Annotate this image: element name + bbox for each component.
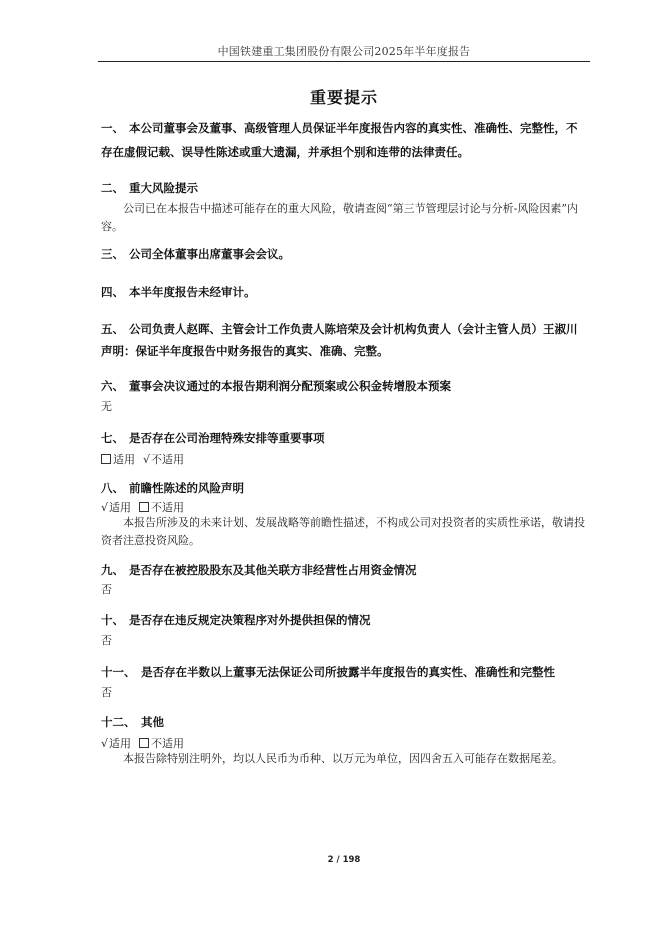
section-7-options (101, 452, 184, 468)
section-5-number: 五、 (101, 322, 124, 336)
section-1-text-1: 本公司董事会及董事、高级管理人员保证半年度报告内容的真实性、准确性、完整性，不 (129, 121, 578, 135)
section-11-title: 是否存在半数以上董事无法保证公司所披露半年度报告的真实性、准确性和完整性 (141, 665, 555, 679)
check-mark-icon: √ (101, 737, 109, 750)
section-10-title: 是否存在违反规定决策程序对外提供担保的情况 (129, 613, 371, 627)
section-1-line-1 (101, 116, 591, 140)
section-10-body: 否 (101, 634, 112, 647)
section-4-number: 四、 (101, 285, 124, 299)
section-1-number: 一、 (101, 121, 124, 135)
page-title: 重要提示 (309, 88, 378, 107)
section-11-heading (101, 660, 591, 684)
section-1-text-2: 存在虚假记载、误导性陈述或重大遗漏，并承担个别和连带的法律责任。 (101, 145, 469, 159)
section-9-heading (101, 558, 591, 582)
section-12-title: 其他 (141, 715, 164, 729)
section-7-heading (101, 426, 591, 450)
section-3-title: 公司全体董事出席董事会会议。 (129, 247, 290, 261)
section-7-title: 是否存在公司治理特殊安排等重要事项 (129, 431, 325, 445)
unchecked-box-icon (139, 738, 149, 748)
section-8-body: 本报告所涉及的未来计划、发展战略等前瞻性描述，不构成公司对投资者的实质性承诺，敬请投资者注意投资风险。 (101, 516, 585, 547)
section-4-title: 本半年度报告未经审计。 (129, 285, 256, 299)
section-5-line-2 (101, 339, 591, 363)
section-10-number: 十、 (101, 613, 124, 627)
section-3-number: 三、 (101, 247, 124, 261)
section-12-option-unchecked: 不适用 (151, 737, 185, 750)
section-1-line-2 (101, 140, 591, 164)
section-9-title: 是否存在被控股股东及其他关联方非经营性占用资金情况 (129, 563, 417, 577)
section-2-heading (101, 176, 591, 200)
section-6-number: 六、 (101, 379, 124, 393)
section-5-text-2: 声明：保证半年度报告中财务报告的真实、准确、完整。 (101, 344, 389, 358)
unchecked-box-icon (101, 454, 111, 464)
section-11-body: 否 (101, 686, 112, 699)
page-number: 2 / 198 (327, 855, 361, 865)
section-7-option-unchecked: 适用 (113, 453, 135, 466)
header-divider (98, 61, 590, 62)
section-6-heading (101, 374, 591, 398)
section-12-heading (101, 710, 591, 734)
section-7-option-checked: 不适用 (151, 453, 185, 466)
unchecked-box-icon (139, 502, 149, 512)
section-5-line-1 (101, 317, 591, 341)
section-8-title: 前瞻性陈述的风险声明 (129, 481, 244, 495)
section-8-option-unchecked: 不适用 (151, 501, 185, 514)
section-8-option-checked: 适用 (109, 501, 132, 514)
section-9-body: 否 (101, 583, 112, 596)
check-mark-icon: √ (101, 501, 109, 514)
section-6-body: 无 (101, 400, 112, 413)
section-2-body: 公司已在本报告中描述可能存在的重大风险，敬请查阅“第三节管理层讨论与分析-风险因素”内容。 (101, 202, 578, 233)
section-6-title: 董事会决议通过的本报告期利润分配预案或公积金转增股本预案 (129, 379, 451, 393)
section-2-title: 重大风险提示 (129, 181, 198, 195)
page-header: 中国铁建重工集团股份有限公司2025年半年度报告 (217, 45, 471, 58)
section-12-body: 本报告除特别注明外，均以人民币为币种、以万元为单位，因四舍五入可能存在数据尾差。 (123, 752, 563, 765)
section-4-heading (101, 280, 591, 304)
section-12-number: 十二、 (101, 715, 136, 729)
section-7-number: 七、 (101, 431, 124, 445)
section-8-number: 八、 (101, 481, 124, 495)
section-5-text-1: 公司负责人赵晖、主管会计工作负责人陈培荣及会计机构负责人（会计主管人员）王淑川 (129, 322, 578, 336)
section-8-heading (101, 476, 591, 500)
check-mark-icon: √ (143, 453, 151, 466)
section-12-option-checked: 适用 (109, 737, 132, 750)
section-11-number: 十一、 (101, 665, 136, 679)
section-3-heading (101, 242, 591, 266)
section-2-number: 二、 (101, 181, 124, 195)
section-9-number: 九、 (101, 563, 124, 577)
section-10-heading (101, 608, 591, 632)
